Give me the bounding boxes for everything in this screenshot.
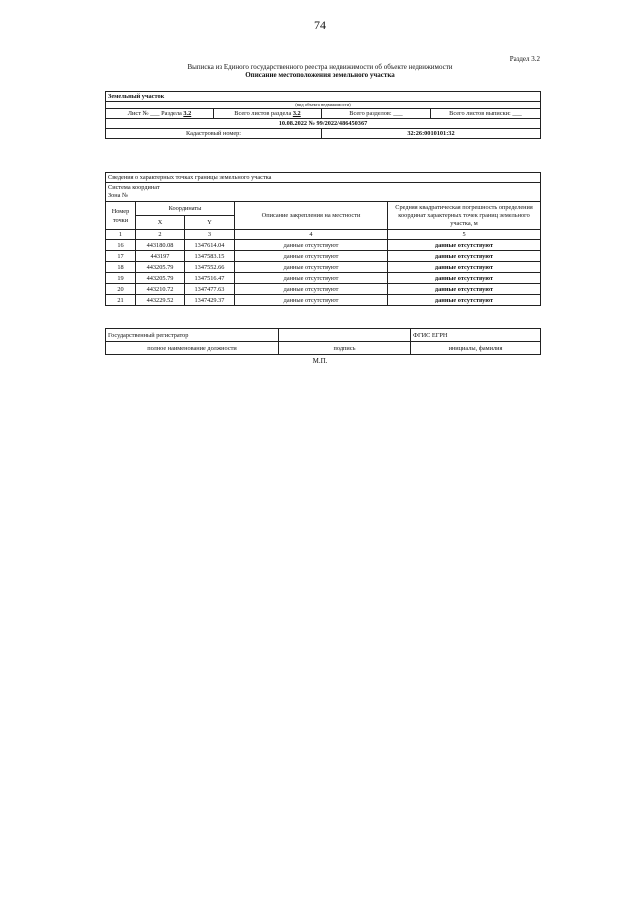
table-row — [106, 295, 541, 306]
table-row — [106, 251, 541, 262]
point-description: данные отсутствуют — [235, 284, 388, 295]
point-error: данные отсутствуют — [388, 295, 541, 306]
coord-system-cell — [106, 183, 541, 202]
table-row — [106, 273, 541, 284]
point-y: 1347516.47 — [185, 273, 235, 284]
organization-label: ФГИС ЕГРН — [411, 329, 541, 342]
total-extract-sheets-label: Всего листов выписки: — [449, 110, 511, 117]
point-no: 17 — [106, 251, 136, 262]
point-description: данные отсутствуют — [235, 262, 388, 273]
date-and-number: 10.08.2022 № 99/2022/486450367 — [106, 119, 541, 129]
point-description: данные отсутствуют — [235, 273, 388, 284]
total-sections-value: ___ — [393, 110, 403, 117]
table-row — [106, 262, 541, 273]
point-error: данные отсутствуют — [388, 251, 541, 262]
column-number-row — [106, 230, 541, 240]
point-x: 443180.08 — [136, 240, 185, 251]
caption-signature: подпись — [279, 342, 411, 355]
total-section-sheets-label: Всего листов раздела — [234, 110, 292, 117]
cadastral-label: Кадастровый номер: — [106, 129, 322, 139]
point-no: 21 — [106, 295, 136, 306]
point-y: 1347583.15 — [185, 251, 235, 262]
point-error: данные отсутствуют — [388, 240, 541, 251]
sheet-no-value: ___ — [150, 110, 160, 117]
col-number-1: 1 — [106, 230, 136, 240]
col-point-no: Номер точки — [106, 202, 136, 230]
point-description: данные отсутствуют — [235, 240, 388, 251]
point-y: 1347614.04 — [185, 240, 235, 251]
registrar-label: Государственный регистратор — [106, 329, 279, 342]
point-no: 18 — [106, 262, 136, 273]
total-section-sheets-value: 3.2 — [292, 110, 301, 117]
col-description: Описание закрепления на местности — [235, 202, 388, 230]
coord-system: Система координат — [108, 184, 160, 191]
point-x: 443205.79 — [136, 273, 185, 284]
section-no-value: 3.2 — [183, 110, 192, 117]
total-sections-cell — [322, 109, 431, 119]
points-table — [105, 172, 541, 306]
table-row — [106, 240, 541, 251]
col-y: Y — [185, 216, 235, 230]
total-section-sheets-cell — [214, 109, 322, 119]
caption-initials: инициалы, фамилия — [411, 342, 541, 355]
caption-position: полное наименование должности — [106, 342, 279, 355]
object-type-caption: (вид объекта недвижимости) — [106, 102, 541, 109]
stamp-label: М.П. — [312, 357, 328, 365]
col-number-4: 4 — [235, 230, 388, 240]
table-row — [106, 284, 541, 295]
col-error: Средняя квадратическая погрешность определения координат характерных точек границ земельного участка, м — [388, 202, 541, 230]
col-number-2: 2 — [136, 230, 185, 240]
point-x: 443210.72 — [136, 284, 185, 295]
point-x: 443197 — [136, 251, 185, 262]
document-title: Выписка из Единого государственного реестра недвижимости об объекте недвижимости — [187, 63, 453, 71]
section-label: Раздел 3.2 — [509, 55, 540, 63]
zone: Зона № — [108, 192, 129, 199]
point-no: 19 — [106, 273, 136, 284]
point-y: 1347429.37 — [185, 295, 235, 306]
point-error: данные отсутствуют — [388, 284, 541, 295]
cadastral-value: 32:26:0010101:32 — [322, 129, 541, 139]
point-error: данные отсутствуют — [388, 262, 541, 273]
point-description: данные отсутствуют — [235, 295, 388, 306]
total-sections-label: Всего разделов: — [349, 110, 392, 117]
col-x: X — [136, 216, 185, 230]
point-y: 1347552.66 — [185, 262, 235, 273]
signature-blank — [279, 329, 411, 342]
point-no: 16 — [106, 240, 136, 251]
point-description: данные отсутствуют — [235, 251, 388, 262]
point-no: 20 — [106, 284, 136, 295]
document-subtitle: Описание местоположения земельного участка — [245, 71, 395, 79]
point-x: 443229.52 — [136, 295, 185, 306]
total-extract-sheets-cell — [431, 109, 541, 119]
section-no-label: Раздела — [161, 110, 182, 117]
sheet-no-label: Лист № — [127, 110, 149, 117]
points-heading: Сведения о характерных точках границы земельного участка — [106, 173, 541, 183]
col-coords: Координаты — [136, 202, 235, 216]
signature-table — [105, 328, 541, 355]
header-table — [105, 91, 541, 139]
object-type: Земельный участок — [106, 92, 541, 102]
total-extract-sheets-value: ___ — [512, 110, 522, 117]
page-number: 74 — [314, 18, 326, 32]
point-error: данные отсутствуют — [388, 273, 541, 284]
point-y: 1347477.63 — [185, 284, 235, 295]
sheet-section-cell — [106, 109, 214, 119]
col-number-5: 5 — [388, 230, 541, 240]
point-x: 443205.79 — [136, 262, 185, 273]
col-number-3: 3 — [185, 230, 235, 240]
